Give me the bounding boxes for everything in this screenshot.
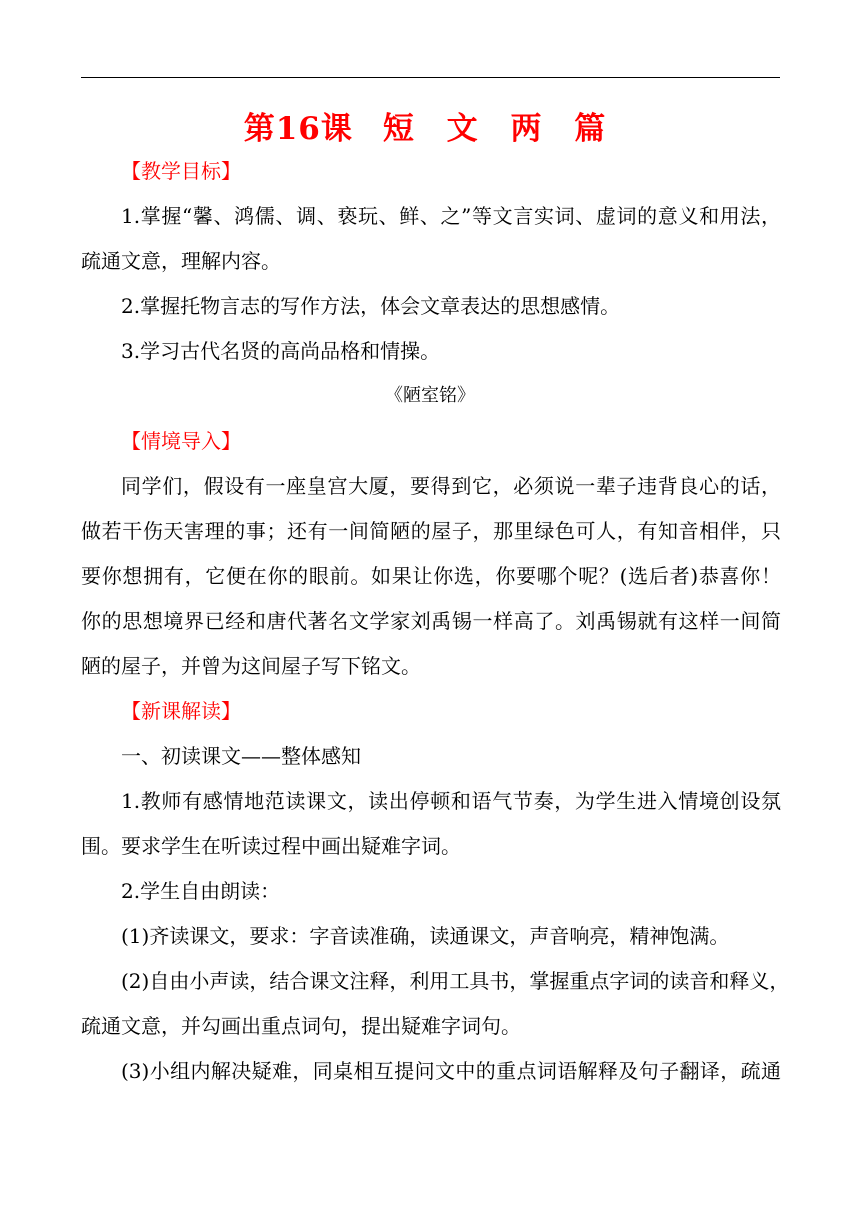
step-2-item-1: (1)齐读课文，要求：字音读准确，读通课文，声音响亮，精神饱满。 [121,924,730,948]
goal-1-line-2: 疏通文意，理解内容。 [81,249,281,273]
goal-1-line-1: 1.掌握“馨、鸿儒、调、亵玩、鲜、之”等文言实词、虚词的意义和用法， [121,204,781,228]
lesson-number: 第16课 [243,111,353,147]
intro-line-4: 你的思想境界已经和唐代著名文学家刘禹锡一样高了。刘禹锡就有这样一间简 [81,609,781,633]
goal-3: 3.学习古代名贤的高尚品格和情操。 [121,339,441,363]
intro-line-5: 陋的屋子，并曾为这间屋子写下铭文。 [81,654,421,678]
step-2-item-3-line-1: (3)小组内解决疑难，同桌相互提问文中的重点词语解释及句子翻译，疏通 [121,1059,781,1083]
intro-heading: 【情境导入】 [121,429,241,453]
section-1-heading: 一、初读课文——整体感知 [121,744,361,768]
goal-2: 2.掌握托物言志的写作方法，体会文章表达的思想感情。 [121,294,621,318]
header-rule [81,77,780,78]
intro-line-2: 做若干伤天害理的事；还有一间简陋的屋子，那里绿色可人，有知音相伴，只 [81,519,781,543]
intro-line-3: 要你想拥有，它便在你的眼前。如果让你选，你要哪个呢？(选后者)恭喜你！ [81,564,781,588]
goals-heading: 【教学目标】 [121,159,241,183]
step-2-item-2-line-1: (2)自由小声读，结合课文注释，利用工具书，掌握重点字词的读音和释义， [121,969,790,993]
step-1-line-2: 围。要求学生在听读过程中画出疑难字词。 [81,834,461,858]
new-lesson-heading: 【新课解读】 [121,699,241,723]
step-1-line-1: 1.教师有感情地范读课文，读出停顿和语气节奏，为学生进入情境创设氛 [121,789,781,813]
step-2: 2.学生自由朗读： [121,879,281,903]
lesson-name: 短 文 两 篇 [382,111,617,147]
lesson-title [0,103,860,148]
step-2-item-2-line-2: 疏通文意，并勾画出重点词句，提出疑难字词句。 [81,1014,521,1038]
intro-line-1: 同学们，假设有一座皇宫大厦，要得到它，必须说一辈子违背良心的话， [121,474,781,498]
text-title: 《陋室铭》 [385,385,475,406]
